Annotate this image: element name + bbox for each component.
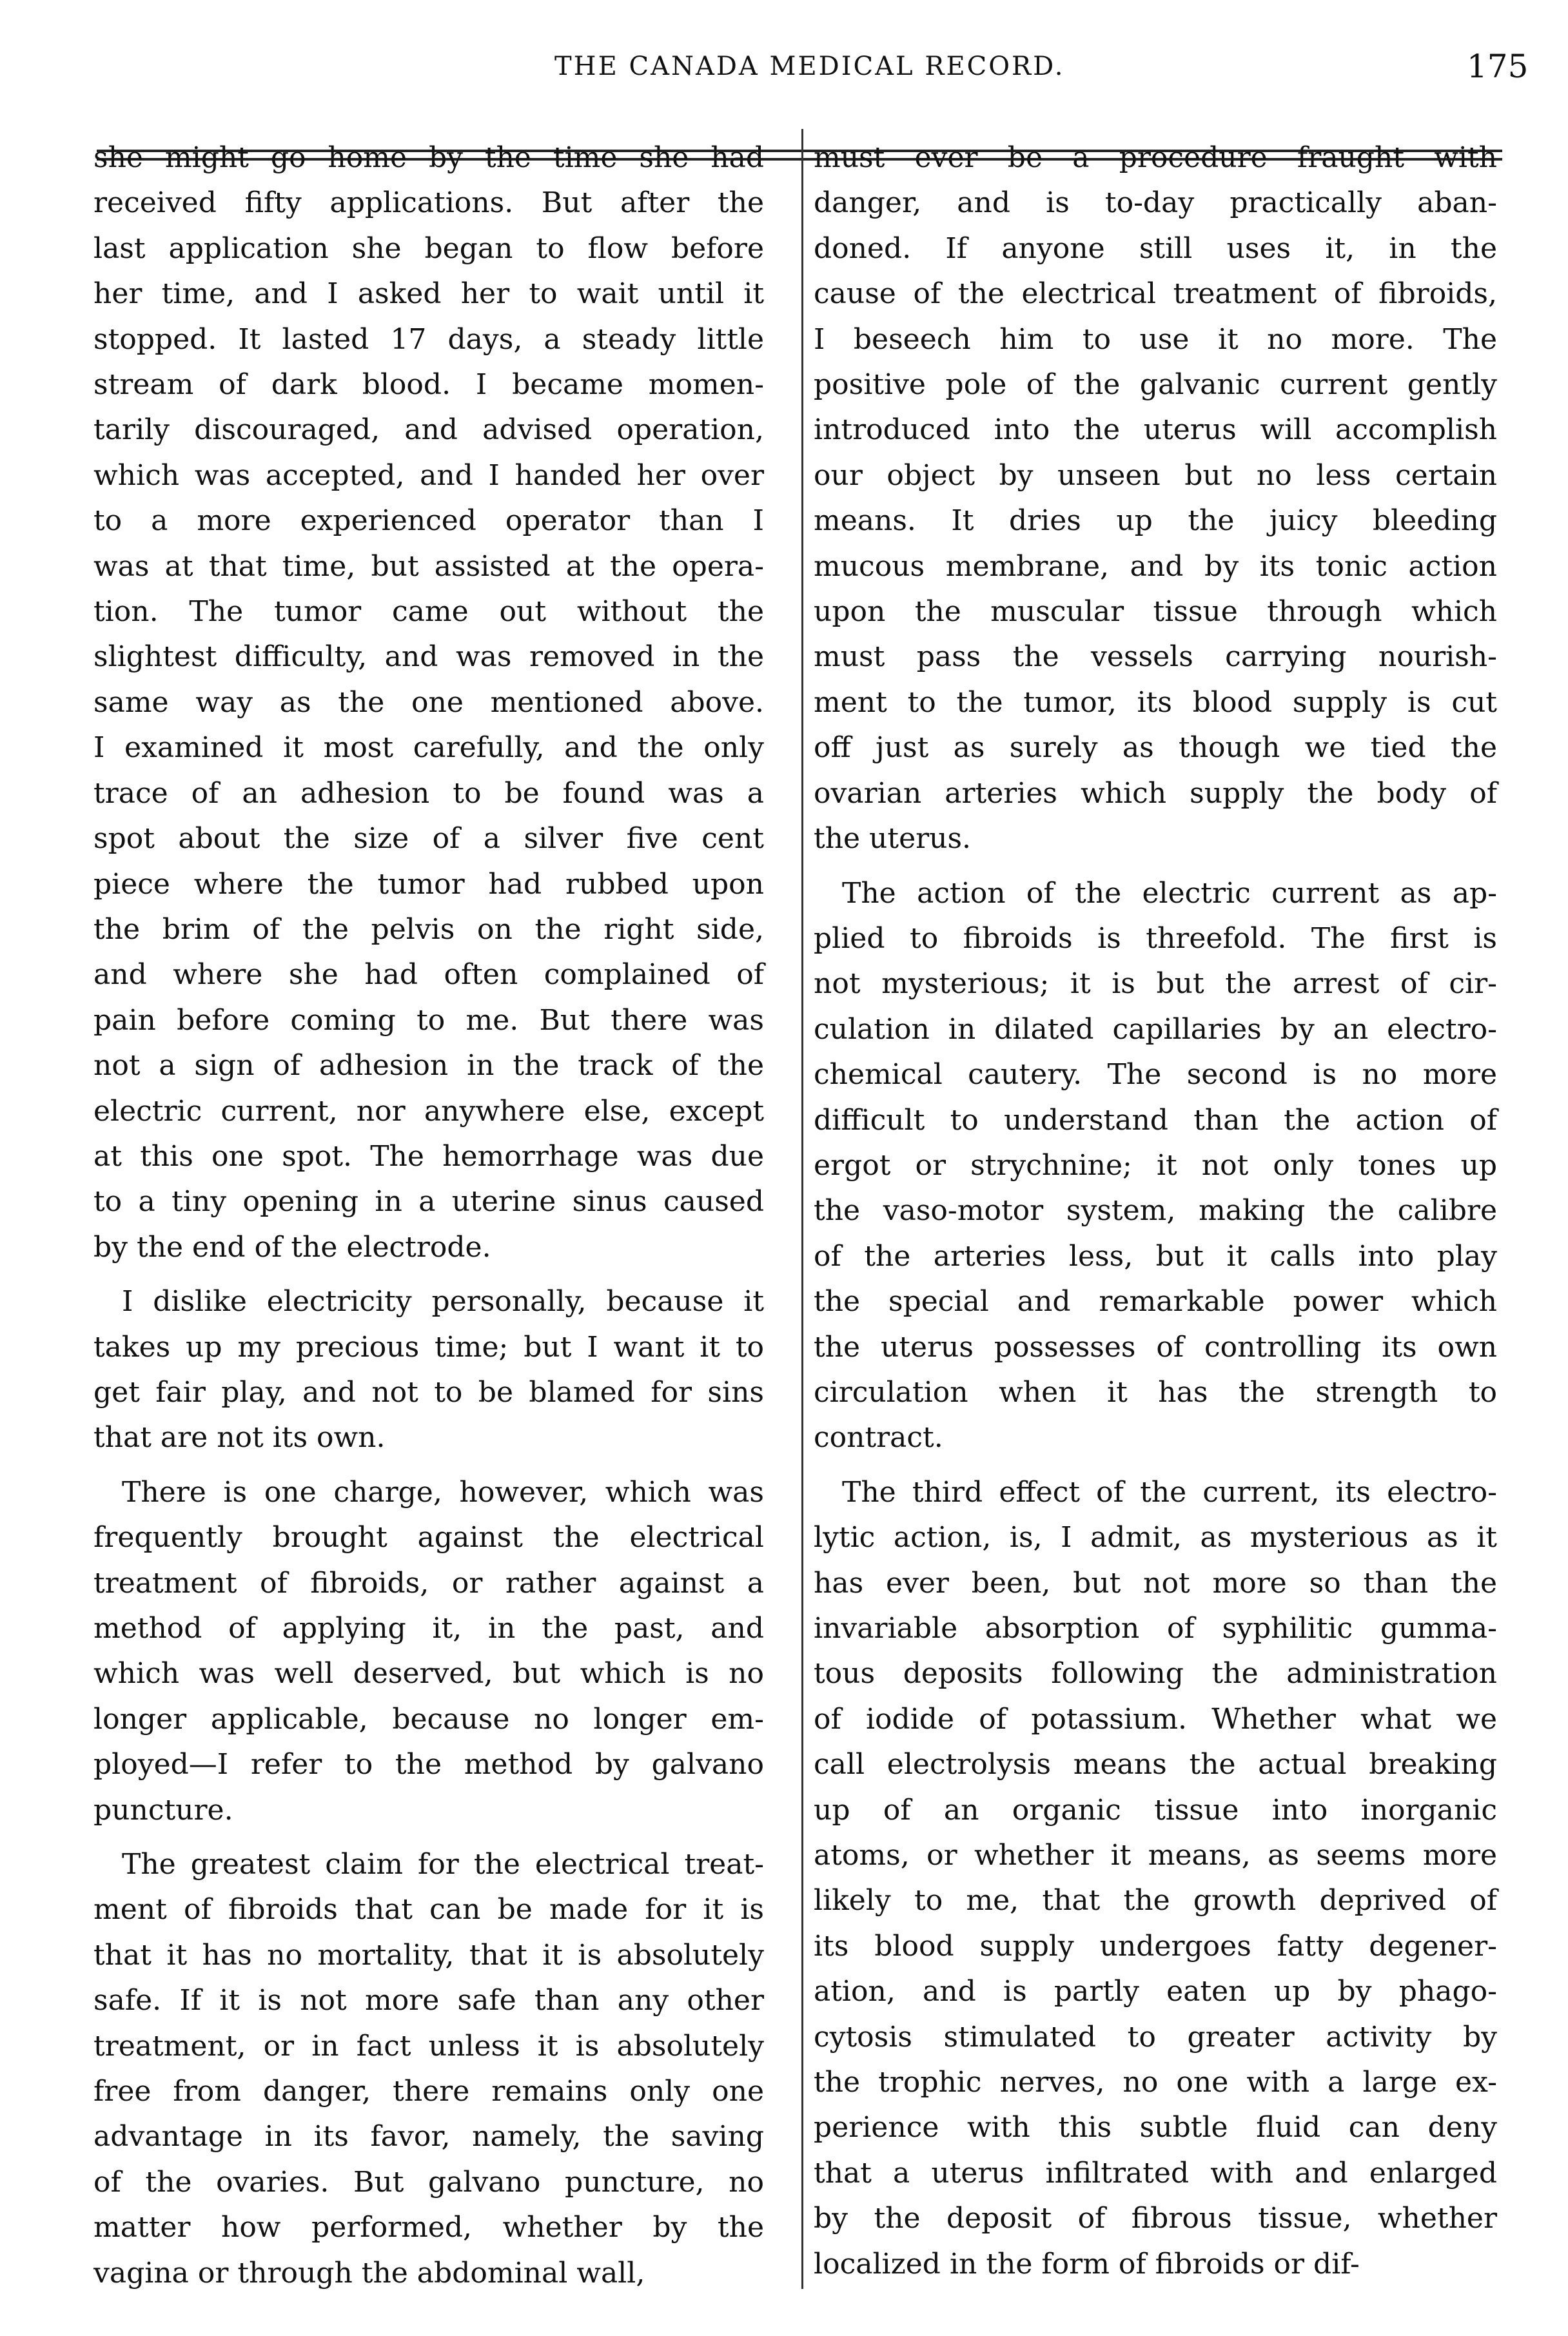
- text-line: electric current, nor anywhere else, except: [93, 1094, 764, 1128]
- text-line: tion. The tumor came out without the: [93, 595, 764, 629]
- text-line: not a sign of adhesion in the track of the: [93, 1049, 764, 1083]
- text-line: method of applying it, in the past, and: [93, 1612, 764, 1645]
- text-line: which was accepted, and I handed her over: [93, 458, 764, 492]
- text-line: danger, and is to-day practically aban-: [814, 186, 1497, 220]
- text-line: our object by unseen but no less certain: [814, 458, 1497, 492]
- text-line: the vaso-motor system, making the calibre: [814, 1194, 1497, 1228]
- text-line: she might go home by the time she had: [93, 141, 764, 174]
- text-line: The greatest claim for the electrical treat-: [122, 1848, 764, 1881]
- paragraph: [93, 1470, 764, 1833]
- text-line: cytosis stimulated to greater activity by: [814, 2020, 1497, 2054]
- text-line: stream of dark blood. I became momen-: [93, 368, 764, 402]
- paragraph: [814, 1470, 1497, 2287]
- text-line: treatment of fibroids, or rather against a: [93, 1566, 764, 1600]
- text-line: localized in the form of fibroids or dif-: [814, 2247, 1360, 2281]
- text-line: get fair play, and not to be blamed for sins: [93, 1375, 764, 1409]
- text-line: takes up my precious time; but I want it to: [93, 1330, 764, 1364]
- text-line: the special and remarkable power which: [814, 1285, 1497, 1319]
- right-column: [814, 135, 1497, 2287]
- text-line: and where she had often complained of: [93, 958, 764, 992]
- text-line: I examined it most carefully, and the only: [93, 731, 764, 765]
- left-column: [93, 135, 764, 2296]
- column-divider: [801, 129, 803, 2289]
- text-line: introduced into the uterus will accomplish: [814, 413, 1497, 447]
- paragraph: [814, 135, 1497, 862]
- text-line: to a tiny opening in a uterine sinus caused: [93, 1185, 764, 1219]
- text-line: same way as the one mentioned above.: [93, 685, 764, 719]
- text-line: frequently brought against the electrical: [93, 1521, 764, 1555]
- text-line: The third effect of the current, its electro-: [842, 1475, 1497, 1509]
- text-line: safe. If it is not more safe than any other: [93, 1984, 764, 2017]
- text-line: at this one spot. The hemorrhage was due: [93, 1139, 764, 1173]
- text-line: has ever been, but not more so than the: [814, 1566, 1497, 1600]
- text-line: ployed—I refer to the method by galvano: [93, 1748, 764, 1781]
- text-line: means. It dries up the juicy bleeding: [814, 504, 1497, 538]
- text-line: I dislike electricity personally, because it: [122, 1285, 764, 1319]
- text-line: pain before coming to me. But there was: [93, 1003, 764, 1037]
- page-number: 175: [1467, 48, 1529, 85]
- text-line: slightest difficulty, and was removed in the: [93, 640, 764, 674]
- text-line: invariable absorption of syphilitic gumma-: [814, 1612, 1497, 1645]
- text-line: perience with this subtle fluid can deny: [814, 2111, 1497, 2145]
- text-line: longer applicable, because no longer em-: [93, 1702, 764, 1736]
- text-line: mucous membrane, and by its tonic action: [814, 549, 1497, 583]
- text-line: The action of the electric current as ap-: [842, 876, 1497, 910]
- text-line: ergot or strychnine; it not only tones up: [814, 1148, 1497, 1182]
- paragraph: [93, 135, 764, 1270]
- text-line: tarily discouraged, and advised operation,: [93, 413, 764, 447]
- text-line: was at that time, but assisted at the opera-: [93, 549, 764, 583]
- text-line: upon the muscular tissue through which: [814, 595, 1497, 629]
- text-line: the uterus possesses of controlling its own: [814, 1330, 1497, 1364]
- text-line: lytic action, is, I admit, as mysterious as it: [814, 1521, 1497, 1555]
- text-line: that it has no mortality, that it is absolutely: [93, 1938, 764, 1972]
- text-line: by the deposit of fibrous tissue, whether: [814, 2202, 1497, 2235]
- text-line: free from danger, there remains only one: [93, 2075, 764, 2108]
- text-line: puncture.: [93, 1793, 233, 1827]
- text-line: which was well deserved, but which is no: [93, 1657, 764, 1691]
- text-line: that are not its own.: [93, 1421, 386, 1455]
- text-line: to a more experienced operator than I: [93, 504, 764, 538]
- page-header: [0, 48, 1568, 103]
- text-line: plied to fibroids is threefold. The first is: [814, 921, 1497, 955]
- paragraph: [814, 871, 1497, 1461]
- text-line: the trophic nerves, no one with a large ex-: [814, 2066, 1497, 2099]
- text-line: chemical cautery. The second is no more: [814, 1058, 1497, 1092]
- text-line: her time, and I asked her to wait until it: [93, 277, 764, 311]
- text-line: off just as surely as though we tied the: [814, 731, 1497, 765]
- text-line: vagina or through the abdominal wall,: [93, 2256, 645, 2290]
- text-line: advantage in its favor, namely, the saving: [93, 2120, 764, 2154]
- text-line: of the arteries less, but it calls into play: [814, 1239, 1497, 1273]
- text-line: ovarian arteries which supply the body of: [814, 776, 1497, 810]
- text-line: by the end of the electrode.: [93, 1230, 491, 1264]
- text-line: received fifty applications. But after the: [93, 186, 764, 220]
- text-line: There is one charge, however, which was: [122, 1475, 764, 1509]
- text-line: circulation when it has the strength to: [814, 1375, 1497, 1409]
- text-line: cause of the electrical treatment of fibroids,: [814, 277, 1497, 311]
- text-line: ment of fibroids that can be made for it is: [93, 1893, 764, 1927]
- paragraph: [93, 1842, 764, 2296]
- text-line: stopped. It lasted 17 days, a steady little: [93, 322, 764, 356]
- text-line: of iodide of potassium. Whether what we: [814, 1702, 1497, 1736]
- text-line: not mysterious; it is but the arrest of cir-: [814, 967, 1497, 1001]
- text-line: trace of an adhesion to be found was a: [93, 776, 764, 810]
- text-line: atoms, or whether it means, as seems more: [814, 1839, 1497, 1872]
- text-line: must ever be a procedure fraught with: [814, 141, 1497, 174]
- text-line: treatment, or in fact unless it is absolutely: [93, 2029, 764, 2063]
- text-line: ation, and is partly eaten up by phago-: [814, 1975, 1497, 2008]
- text-line: that a uterus infiltrated with and enlarged: [814, 2156, 1497, 2190]
- paragraph: [93, 1279, 764, 1461]
- text-line: positive pole of the galvanic current gently: [814, 368, 1497, 402]
- running-title: THE CANADA MEDICAL RECORD.: [554, 52, 1065, 81]
- text-line: up of an organic tissue into inorganic: [814, 1793, 1497, 1827]
- text-line: spot about the size of a silver five cent: [93, 822, 764, 856]
- text-line: contract.: [814, 1421, 943, 1455]
- text-line: its blood supply undergoes fatty degener-: [814, 1929, 1497, 1963]
- text-line: the uterus.: [814, 822, 972, 856]
- text-line: doned. If anyone still uses it, in the: [814, 231, 1497, 265]
- text-line: of the ovaries. But galvano puncture, no: [93, 2165, 764, 2199]
- text-line: likely to me, that the growth deprived of: [814, 1884, 1497, 1918]
- text-line: last application she began to flow before: [93, 231, 764, 265]
- text-line: culation in dilated capillaries by an electro-: [814, 1012, 1497, 1046]
- text-line: the brim of the pelvis on the right side,: [93, 912, 764, 946]
- text-line: matter how performed, whether by the: [93, 2211, 764, 2244]
- text-line: ment to the tumor, its blood supply is cut: [814, 685, 1497, 719]
- text-line: must pass the vessels carrying nourish-: [814, 640, 1497, 674]
- text-line: I beseech him to use it no more. The: [814, 322, 1497, 356]
- text-line: piece where the tumor had rubbed upon: [93, 867, 764, 901]
- text-line: call electrolysis means the actual breaking: [814, 1748, 1497, 1781]
- text-line: difficult to understand than the action of: [814, 1103, 1497, 1137]
- text-line: tous deposits following the administration: [814, 1657, 1497, 1691]
